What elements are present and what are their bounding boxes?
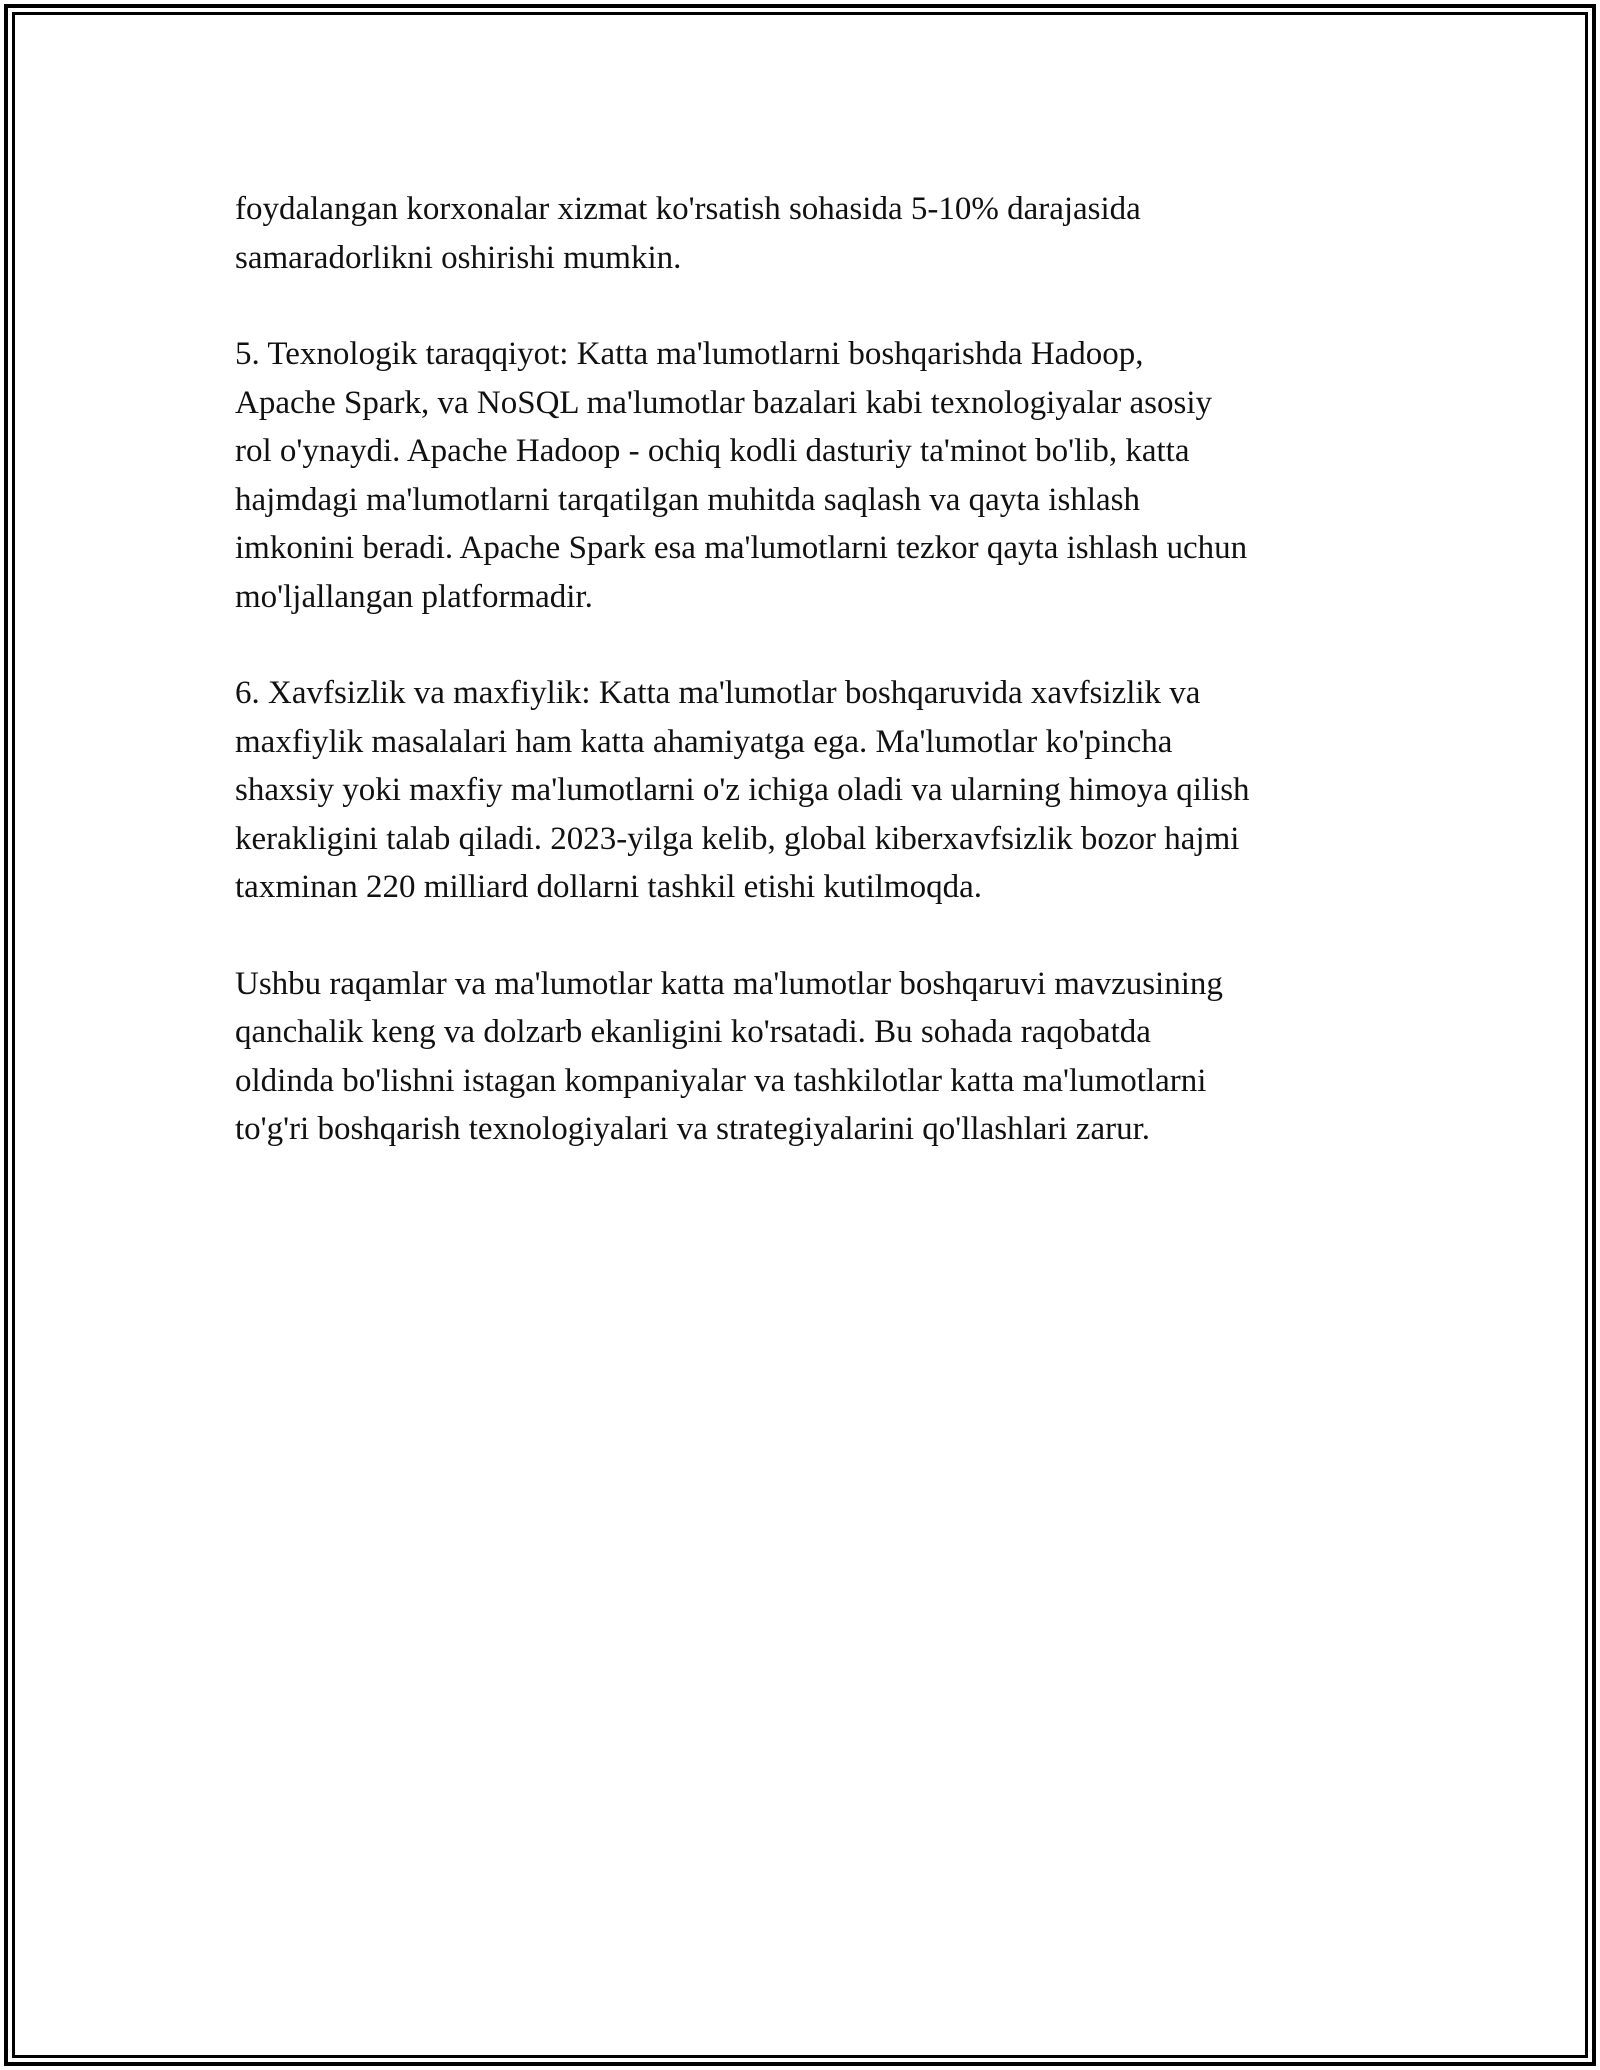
paragraph-service-efficiency [235, 185, 1395, 282]
text-line: maxfiylik masalalari ham katta ahamiyatga ega. Ma'lumotlar ko'pincha [235, 723, 1173, 760]
text-line: imkonini beradi. Apache Spark esa ma'lumotlarni tezkor qayta ishlash uchun [235, 530, 1248, 566]
text-line: hajmdagi ma'lumotlarni tarqatilgan muhitda saqlash va qayta ishlash [235, 481, 1140, 518]
text-line: 5. Texnologik taraqqiyot: Katta ma'lumotlarni boshqarishda Hadoop, [235, 336, 1144, 372]
text-line: rol o'ynaydi. Apache Hadoop - ochiq kodli dasturiy ta'minot bo'lib, katta [235, 433, 1190, 469]
text-line: foydalangan korxonalar xizmat ko'rsatish sohasida 5-10% darajasida [235, 191, 1141, 227]
text-line: kerakligini talab qiladi. 2023-yilga kelib, global kiberxavfsizlik bozor hajmi [235, 820, 1240, 857]
text-line: Ushbu raqamlar va ma'lumotlar katta ma'lumotlar boshqaruvi mavzusining [235, 965, 1223, 1002]
text-line: mo'ljallangan platformadir. [235, 578, 593, 615]
paragraph-technological-progress [235, 330, 1395, 621]
paragraph-conclusion [235, 960, 1395, 1154]
text-line: shaxsiy yoki maxfiy ma'lumotlarni o'z ichiga oladi va ularning himoya qilish [235, 772, 1250, 808]
text-line: taxminan 220 milliard dollarni tashkil etishi kutilmoqda. [235, 869, 982, 905]
text-line: 6. Xavfsizlik va maxfiylik: Katta ma'lumotlar boshqaruvida xavfsizlik va [235, 675, 1201, 711]
text-line: qanchalik keng va dolzarb ekanligini ko'rsatadi. Bu sohada raqobatda [235, 1014, 1151, 1050]
text-line: to'g'ri boshqarish texnologiyalari va strategiyalarini qo'llashlari zarur. [235, 1111, 1150, 1147]
text-line: oldinda bo'lishni istagan kompaniyalar va tashkilotlar katta ma'lumotlarni [235, 1062, 1207, 1099]
paragraph-security-privacy [235, 669, 1395, 912]
text-line: samaradorlikni oshirishi mumkin. [235, 239, 682, 276]
text-line: Apache Spark, va NoSQL ma'lumotlar bazalari kabi texnologiyalar asosiy [235, 384, 1213, 421]
document-body [235, 185, 1395, 1202]
